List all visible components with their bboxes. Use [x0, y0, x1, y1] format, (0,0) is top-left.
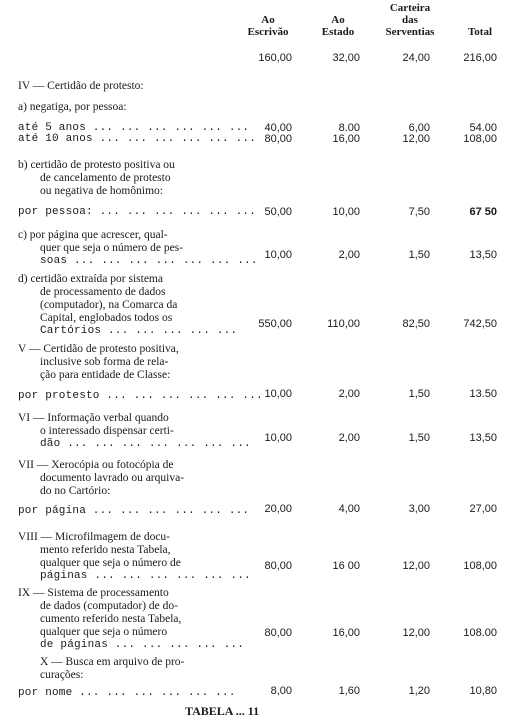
section-vi-estado: 2,00	[338, 432, 360, 444]
section-viii-line2: mento referido nesta Tabela,	[40, 544, 171, 556]
top-row-total: 216,00	[463, 52, 497, 64]
item-c-carteira: 1,50	[408, 249, 430, 261]
section-x-line1: X — Busca em arquivo de pro-	[40, 656, 185, 668]
item-d-line3: (computador), na Comarca da	[40, 299, 178, 311]
row-por-protesto-label: por protesto ... ... ... ... ... ...	[18, 390, 263, 402]
section-vii-line3: do no Cartório:	[40, 485, 111, 497]
section-ix-line3: cumento referido nesta Tabela,	[40, 613, 182, 625]
section-viii-estado: 16 00	[332, 560, 360, 572]
section-vii-line2: documento lavrado ou arquiva-	[40, 472, 185, 484]
top-row-carteira: 24,00	[402, 52, 430, 64]
section-ix-line4: qualquer que seja o número	[40, 626, 168, 638]
row-ate-10-anos-estado: 16,00	[332, 133, 360, 145]
row-por-protesto-estado: 2,00	[338, 388, 360, 400]
row-por-pessoa-carteira: 7,50	[408, 206, 430, 218]
row-ate-10-anos-label: até 10 anos ... ... ... ... ... ...	[18, 133, 257, 145]
item-a-label: a) negatiga, por pessoa:	[18, 101, 127, 113]
item-c-line2: quer que seja o número de pes-	[40, 242, 184, 254]
row-por-pagina-carteira: 3,00	[408, 503, 430, 515]
item-b-line2: de cancelamento de protesto	[40, 172, 171, 184]
item-c-line1: c) por página que acrescer, qual-	[18, 229, 168, 241]
top-row-estado: 32,00	[332, 52, 360, 64]
header-estado-line2: Estado	[321, 26, 355, 38]
row-ate-10-anos-escrivao: 80,00	[264, 133, 292, 145]
header-carteira-line3: Serventias	[385, 26, 435, 38]
row-por-pessoa-estado: 10,00	[332, 206, 360, 218]
row-ate-5-anos-total: 54.00	[469, 122, 497, 134]
row-ate-5-anos-carteira: 6,00	[408, 122, 430, 134]
section-ix-line5: de páginas ... ... ... ... ...	[40, 639, 245, 651]
section-v-line2: inclusive sob forma de rela-	[40, 356, 169, 368]
section-vi-carteira: 1,50	[408, 432, 430, 444]
section-viii-total: 108,00	[463, 560, 497, 572]
section-vi-total: 13,50	[469, 432, 497, 444]
section-viii-escrivao: 80,00	[264, 560, 292, 572]
item-d-line4: Capital, englobados todos os	[40, 312, 173, 324]
row-por-nome-carteira: 1,20	[408, 685, 430, 697]
item-d-line5: Cartórios ... ... ... ... ...	[40, 325, 238, 337]
row-ate-10-anos-carteira: 12,00	[402, 133, 430, 145]
section-viii-line3: qualquer que seja o número de	[40, 557, 181, 569]
header-escrivao-line2: Escrivão	[247, 26, 289, 38]
row-ate-5-anos-label: até 5 anos ... ... ... ... ... ...	[18, 122, 250, 134]
item-b-line1: b) certidão de protesto positiva ou	[18, 159, 175, 171]
header-estado	[313, 14, 363, 38]
top-row-escrivao: 160,00	[258, 52, 292, 64]
row-por-nome-total: 10,80	[469, 685, 497, 697]
row-por-protesto-total: 13.50	[469, 388, 497, 400]
section-vi-line2: o interessado dispensar certi-	[40, 425, 174, 437]
page-footer: TABELA ... 11	[185, 704, 260, 718]
section-viii-line1: VIII — Microfilmagem de docu-	[18, 531, 171, 543]
header-escrivao	[238, 14, 298, 38]
header-carteira-line2: das	[402, 14, 418, 26]
section-viii-line4: páginas ... ... ... ... ... ...	[40, 570, 251, 582]
row-por-pessoa-total: 67 50	[469, 206, 497, 218]
item-c-estado: 2,00	[338, 249, 360, 261]
row-por-pessoa-escrivao: 50,00	[264, 206, 292, 218]
row-por-nome-estado: 1,60	[338, 685, 360, 697]
section-vi-escrivao: 10,00	[264, 432, 292, 444]
section-v-line1: V — Certidão de protesto positiva,	[18, 343, 179, 355]
section-ix-escrivao: 80,00	[264, 627, 292, 639]
header-carteira	[370, 2, 450, 38]
section-v-line3: ção para entidade de Classe:	[40, 369, 171, 381]
header-escrivao-line1: Ao	[261, 14, 275, 26]
section-ix-estado: 16,00	[332, 627, 360, 639]
row-por-protesto-escrivao: 10,00	[264, 388, 292, 400]
section-viii-carteira: 12,00	[402, 560, 430, 572]
row-por-pessoa-label: por pessoa: ... ... ... ... ... ...	[18, 206, 257, 218]
item-d-escrivao: 550,00	[258, 318, 292, 330]
row-por-nome-label: por nome ... ... ... ... ... ...	[18, 687, 236, 699]
section-x-line2: curações:	[40, 669, 84, 681]
section-vi-line1: VI — Informação verbal quando	[18, 412, 169, 424]
section-iv-title: IV — Certidão de protesto:	[18, 80, 144, 92]
row-por-pagina-total: 27,00	[469, 503, 497, 515]
item-c-escrivao: 10,00	[264, 249, 292, 261]
row-por-protesto-carteira: 1,50	[408, 388, 430, 400]
item-d-total: 742,50	[463, 318, 497, 330]
section-vii-line1: VII — Xerocópia ou fotocópia de	[18, 459, 174, 471]
section-vi-line3: dão ... ... ... ... ... ... ...	[40, 438, 251, 450]
item-d-line1: d) certidão extraída por sistema	[18, 273, 163, 285]
item-d-line2: de processamento de dados	[40, 286, 166, 298]
section-ix-line1: IX — Sistema de processamento	[18, 587, 169, 599]
row-por-nome-escrivao: 8,00	[270, 685, 292, 697]
item-d-estado: 110,00	[327, 318, 360, 330]
row-por-pagina-label: por página ... ... ... ... ... ...	[18, 505, 250, 517]
header-total: Total	[467, 26, 493, 38]
section-ix-carteira: 12,00	[402, 627, 430, 639]
section-ix-line2: de dados (computador) de do-	[40, 600, 178, 612]
header-estado-line1: Ao	[331, 14, 345, 26]
item-c-total: 13,50	[469, 249, 497, 261]
header-carteira-line1: Carteira	[389, 2, 431, 14]
item-b-line3: ou negativa de homônimo:	[40, 185, 163, 197]
row-por-pagina-estado: 4,00	[338, 503, 360, 515]
section-ix-total: 108.00	[463, 627, 497, 639]
row-ate-5-anos-estado: 8.00	[338, 122, 360, 134]
item-d-carteira: 82,50	[402, 318, 430, 330]
row-por-pagina-escrivao: 20,00	[264, 503, 292, 515]
item-c-line3: soas ... ... ... ... ... ... ...	[40, 255, 258, 267]
row-ate-10-anos-total: 108,00	[463, 133, 497, 145]
row-ate-5-anos-escrivao: 40,00	[264, 122, 292, 134]
